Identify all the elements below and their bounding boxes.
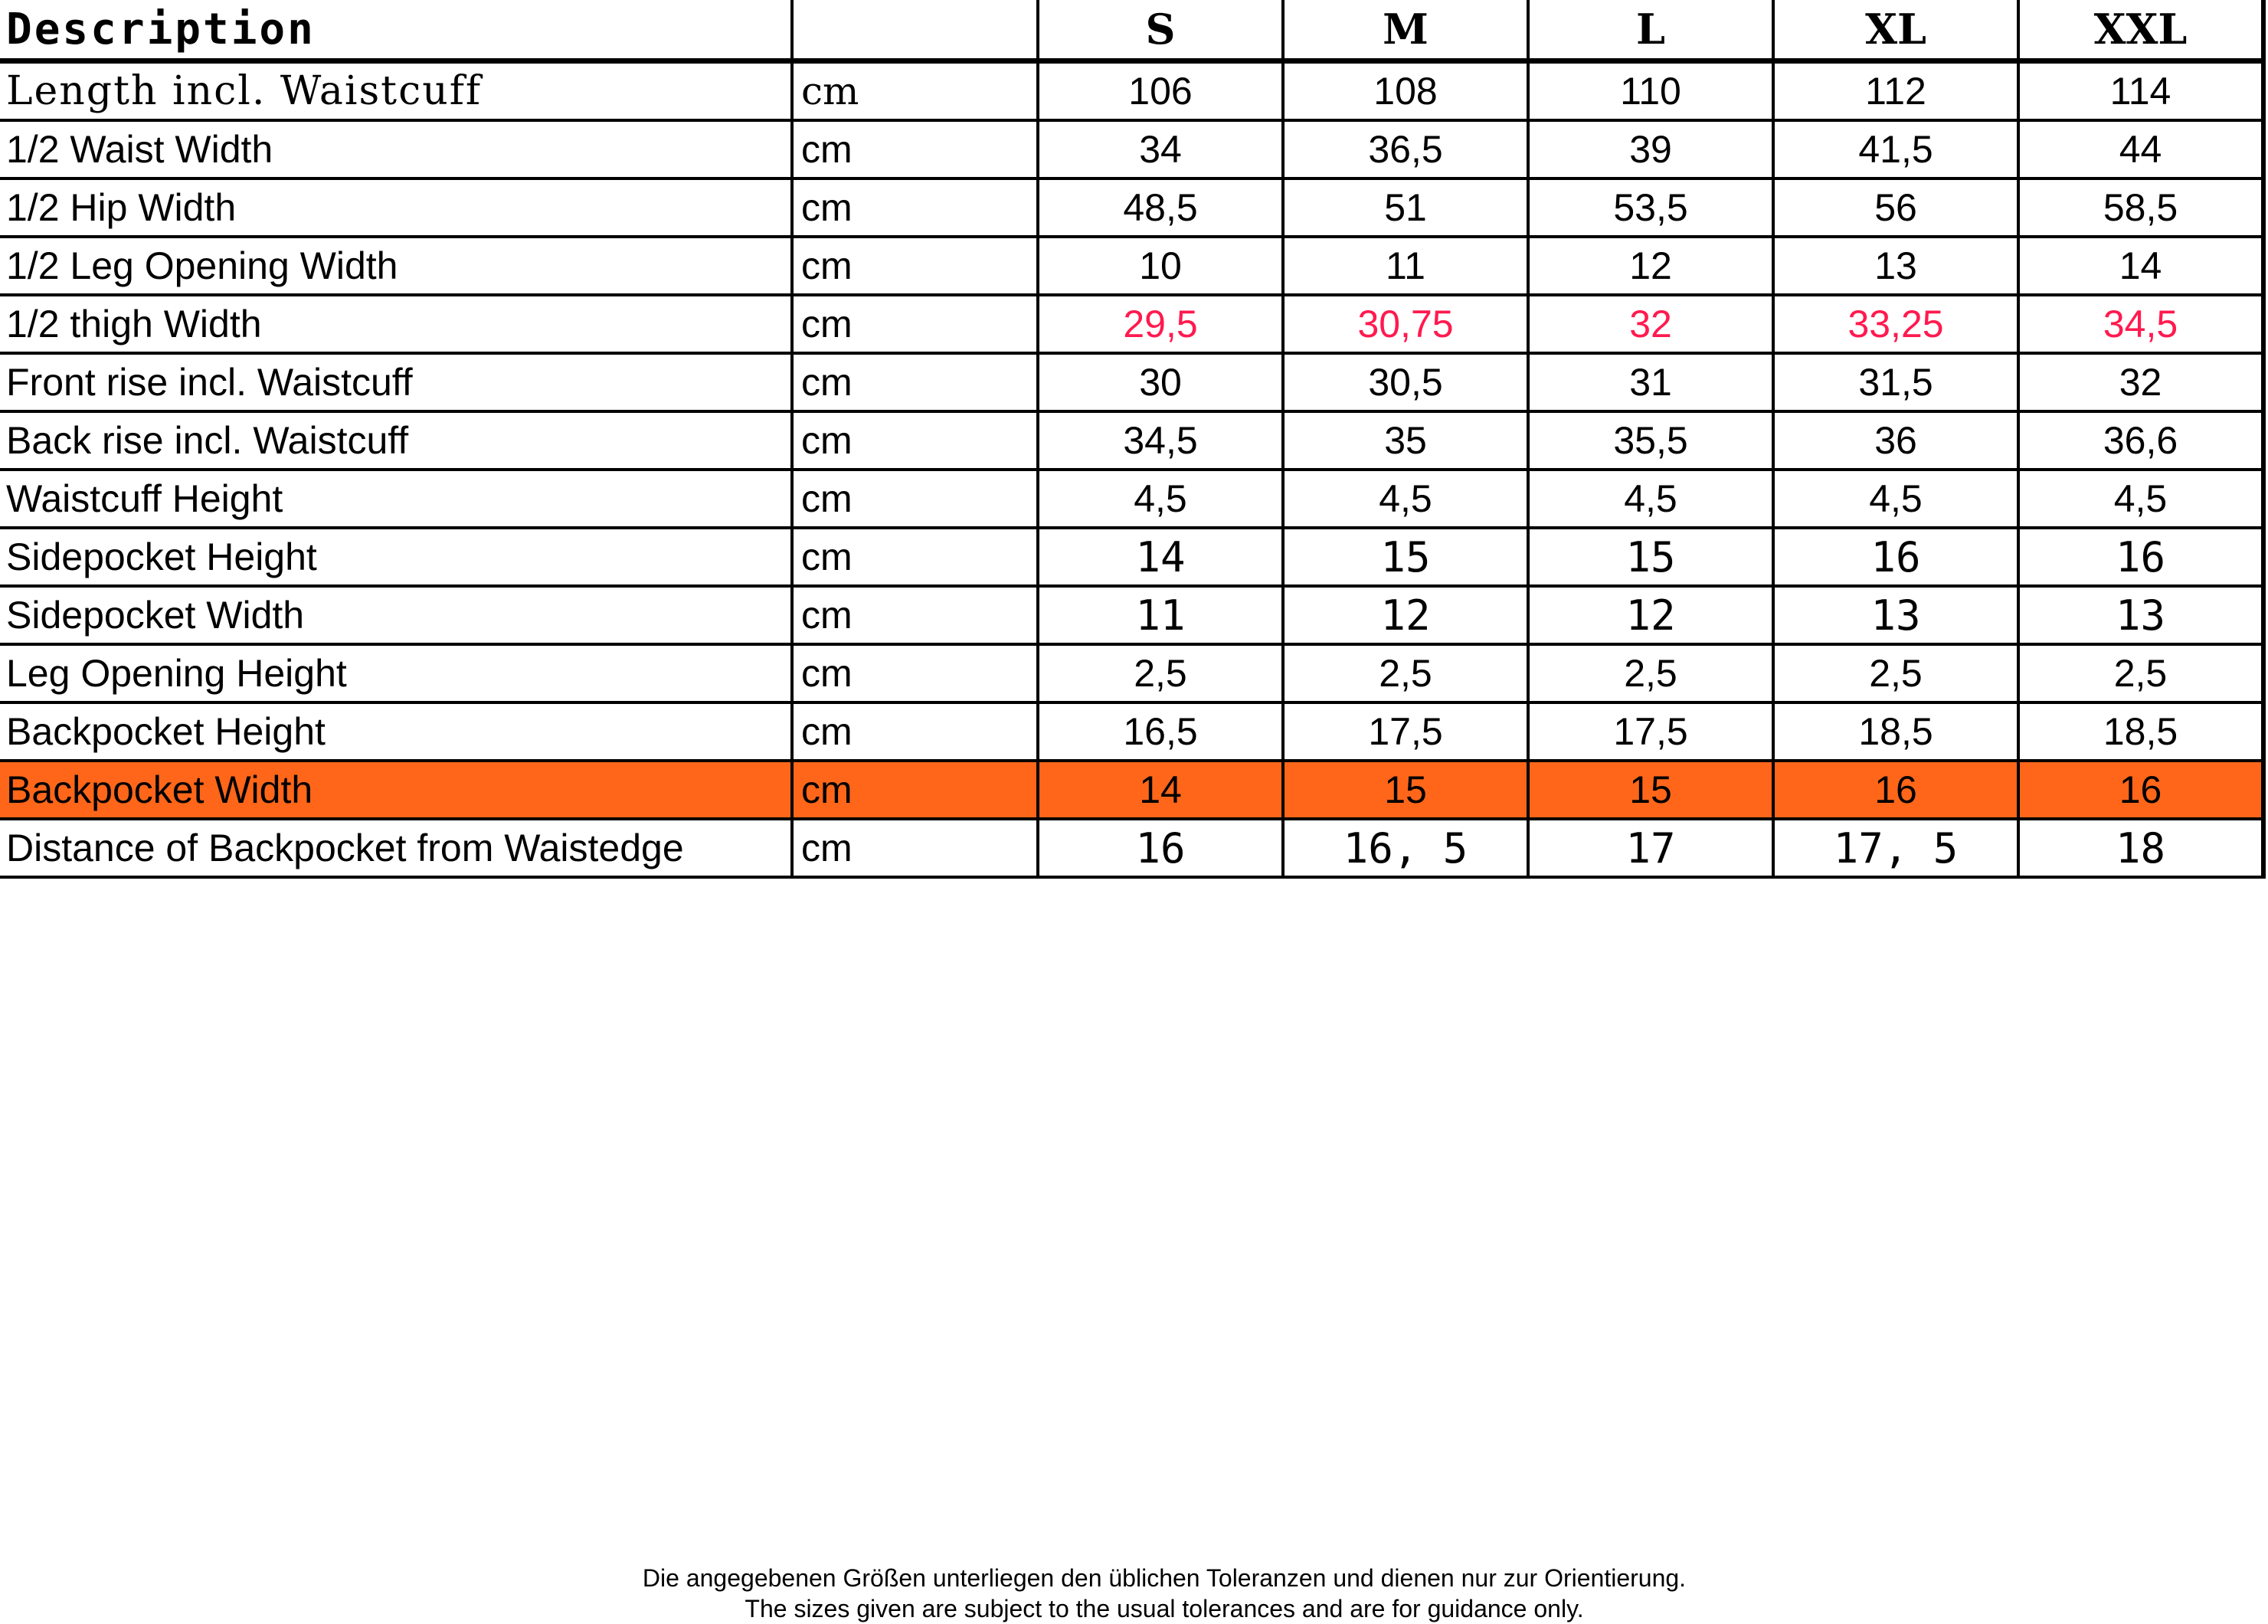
row-value: 16	[1773, 528, 2018, 586]
row-value: 14	[1038, 761, 1283, 819]
row-value: 32	[2018, 353, 2263, 411]
row-value: 11	[1038, 586, 1283, 644]
row-value: 110	[1528, 61, 1773, 121]
row-unit: cm	[792, 61, 1038, 121]
row-label: 1/2 thigh Width	[0, 295, 792, 353]
row-value: 2,5	[1038, 644, 1283, 702]
row-value: 17	[1528, 819, 1773, 877]
row-value: 34	[1038, 120, 1283, 178]
highlighted-table-row	[0, 761, 2263, 819]
row-value: 4,5	[1038, 470, 1283, 528]
row-value: 14	[2018, 237, 2263, 295]
row-value: 15	[1528, 528, 1773, 586]
row-value-red: 29,5	[1038, 295, 1283, 353]
table-row	[0, 819, 2263, 877]
table-row	[0, 702, 2263, 761]
row-value: 10	[1038, 237, 1283, 295]
row-value: 16,5	[1038, 702, 1283, 761]
footnote-german: Die angegebenen Größen unterliegen den üblichen Toleranzen und dienen nur zur Orientierung.	[642, 1564, 1687, 1592]
row-value-red: 34,5	[2018, 295, 2263, 353]
row-value: 16	[2018, 761, 2263, 819]
row-value: 39	[1528, 120, 1773, 178]
row-value: 35	[1283, 411, 1528, 470]
row-unit: cm	[792, 761, 1038, 819]
row-value: 18	[2018, 819, 2263, 877]
footnote-english: The sizes given are subject to the usual tolerances and are for guidance only.	[745, 1595, 1584, 1622]
row-value: 2,5	[1773, 644, 2018, 702]
row-unit: cm	[792, 120, 1038, 178]
row-value: 36,5	[1283, 120, 1528, 178]
row-unit: cm	[792, 819, 1038, 877]
row-value: 112	[1773, 61, 2018, 121]
table-row	[0, 178, 2263, 237]
row-value: 2,5	[2018, 644, 2263, 702]
table-row	[0, 644, 2263, 702]
row-value: 36,6	[2018, 411, 2263, 470]
row-value: 17,5	[1528, 702, 1773, 761]
row-value: 48,5	[1038, 178, 1283, 237]
row-label: Front rise incl. Waistcuff	[0, 353, 792, 411]
row-value: 17, 5	[1773, 819, 2018, 877]
row-value: 18,5	[1773, 702, 2018, 761]
header-unit	[792, 0, 1038, 61]
row-value: 16	[2018, 528, 2263, 586]
table-row	[0, 411, 2263, 470]
row-value: 14	[1038, 528, 1283, 586]
row-value: 108	[1283, 61, 1528, 121]
row-value: 18,5	[2018, 702, 2263, 761]
row-value: 4,5	[1528, 470, 1773, 528]
row-value: 13	[1773, 586, 2018, 644]
table-row	[0, 295, 2263, 353]
row-value: 58,5	[2018, 178, 2263, 237]
row-label: 1/2 Waist Width	[0, 120, 792, 178]
header-size-xl: XL	[1773, 0, 2018, 61]
row-value: 114	[2018, 61, 2263, 121]
header-size-l: L	[1528, 0, 1773, 61]
row-unit: cm	[792, 178, 1038, 237]
row-value: 11	[1283, 237, 1528, 295]
row-value: 12	[1528, 237, 1773, 295]
row-unit: cm	[792, 702, 1038, 761]
table-row	[0, 528, 2263, 586]
header-size-m: M	[1283, 0, 1528, 61]
row-label: Leg Opening Height	[0, 644, 792, 702]
table-row	[0, 120, 2263, 178]
row-unit: cm	[792, 411, 1038, 470]
row-value: 35,5	[1528, 411, 1773, 470]
row-value: 16	[1773, 761, 2018, 819]
row-label: Backpocket Width	[0, 761, 792, 819]
table-header-row	[0, 0, 2263, 61]
row-value: 13	[1773, 237, 2018, 295]
row-value: 56	[1773, 178, 2018, 237]
row-value: 4,5	[1283, 470, 1528, 528]
row-label: Distance of Backpocket from Waistedge	[0, 819, 792, 877]
row-unit: cm	[792, 644, 1038, 702]
header-size-xxl: XXL	[2018, 0, 2263, 61]
row-value-red: 32	[1528, 295, 1773, 353]
table-row	[0, 470, 2263, 528]
row-value: 16	[1038, 819, 1283, 877]
row-value: 4,5	[2018, 470, 2263, 528]
row-label: Sidepocket Width	[0, 586, 792, 644]
table-row	[0, 353, 2263, 411]
row-unit: cm	[792, 470, 1038, 528]
row-label: Waistcuff Height	[0, 470, 792, 528]
row-unit: cm	[792, 295, 1038, 353]
row-unit: cm	[792, 237, 1038, 295]
row-unit: cm	[792, 528, 1038, 586]
table-row	[0, 61, 2263, 121]
row-value: 17,5	[1283, 702, 1528, 761]
row-label: 1/2 Hip Width	[0, 178, 792, 237]
row-value: 15	[1283, 761, 1528, 819]
row-value: 15	[1283, 528, 1528, 586]
row-value: 13	[2018, 586, 2263, 644]
row-value: 15	[1528, 761, 1773, 819]
row-label: Backpocket Height	[0, 702, 792, 761]
row-label: Sidepocket Height	[0, 528, 792, 586]
row-value: 2,5	[1528, 644, 1773, 702]
row-label: Length incl. Waistcuff	[0, 61, 792, 121]
row-label: Back rise incl. Waistcuff	[0, 411, 792, 470]
row-value: 41,5	[1773, 120, 2018, 178]
row-value: 30	[1038, 353, 1283, 411]
table-row	[0, 586, 2263, 644]
row-label: 1/2 Leg Opening Width	[0, 237, 792, 295]
row-value: 53,5	[1528, 178, 1773, 237]
row-value: 106	[1038, 61, 1283, 121]
table-row	[0, 237, 2263, 295]
row-value: 16, 5	[1283, 819, 1528, 877]
row-value: 34,5	[1038, 411, 1283, 470]
row-value: 4,5	[1773, 470, 2018, 528]
row-value: 30,5	[1283, 353, 1528, 411]
row-value: 36	[1773, 411, 2018, 470]
header-size-s: S	[1038, 0, 1283, 61]
row-value: 31	[1528, 353, 1773, 411]
row-unit: cm	[792, 353, 1038, 411]
row-value: 12	[1528, 586, 1773, 644]
header-description: Description	[0, 0, 792, 61]
row-value: 2,5	[1283, 644, 1528, 702]
row-value: 12	[1283, 586, 1528, 644]
row-value-red: 33,25	[1773, 295, 2018, 353]
row-value: 51	[1283, 178, 1528, 237]
row-value: 44	[2018, 120, 2263, 178]
row-value-red: 30,75	[1283, 295, 1528, 353]
row-value: 31,5	[1773, 353, 2018, 411]
row-unit: cm	[792, 586, 1038, 644]
